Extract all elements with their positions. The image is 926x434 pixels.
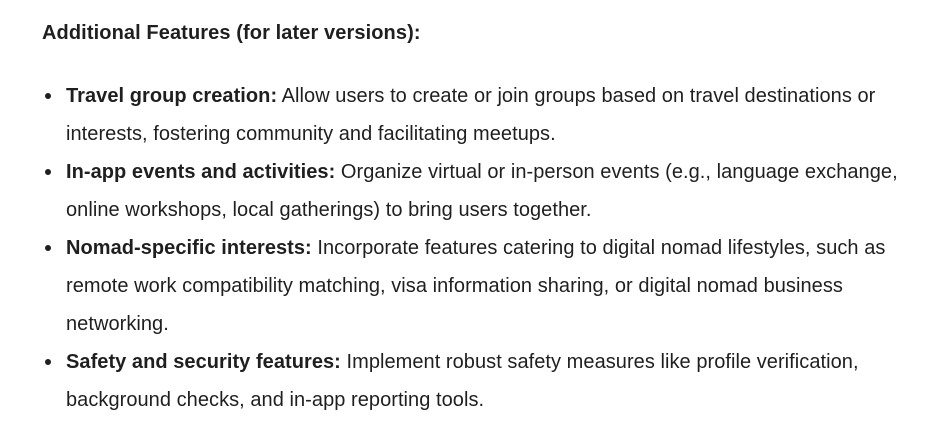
feature-description: Organize virtual or in-person events (e.g., language exchange, online workshops, local gatherings) to bring users together. bbox=[66, 161, 898, 221]
feature-item-travel-group-creation bbox=[42, 77, 902, 153]
feature-list bbox=[42, 77, 902, 419]
feature-term: In-app events and activities: bbox=[66, 161, 336, 183]
feature-description: Implement robust safety measures like profile verification, background checks, and in-app reporting tools. bbox=[66, 351, 859, 411]
bullet-icon bbox=[45, 245, 51, 251]
feature-description: Allow users to create or join groups based on travel destinations or interests, fostering community and facilitating meetups. bbox=[66, 85, 876, 145]
section-heading: Additional Features (for later versions): bbox=[42, 22, 421, 44]
bullet-icon bbox=[45, 93, 51, 99]
feature-term: Safety and security features: bbox=[66, 351, 341, 373]
feature-item-nomad-specific-interests bbox=[42, 229, 902, 343]
feature-item-safety-and-security bbox=[42, 343, 902, 419]
bullet-icon bbox=[45, 359, 51, 365]
feature-term: Nomad-specific interests: bbox=[66, 237, 312, 259]
bullet-icon bbox=[45, 169, 51, 175]
feature-item-in-app-events bbox=[42, 153, 902, 229]
feature-term: Travel group creation: bbox=[66, 85, 278, 107]
feature-description: Incorporate features catering to digital nomad lifestyles, such as remote work compatibility matching, visa information sharing, or digital nomad business networking. bbox=[66, 237, 886, 335]
